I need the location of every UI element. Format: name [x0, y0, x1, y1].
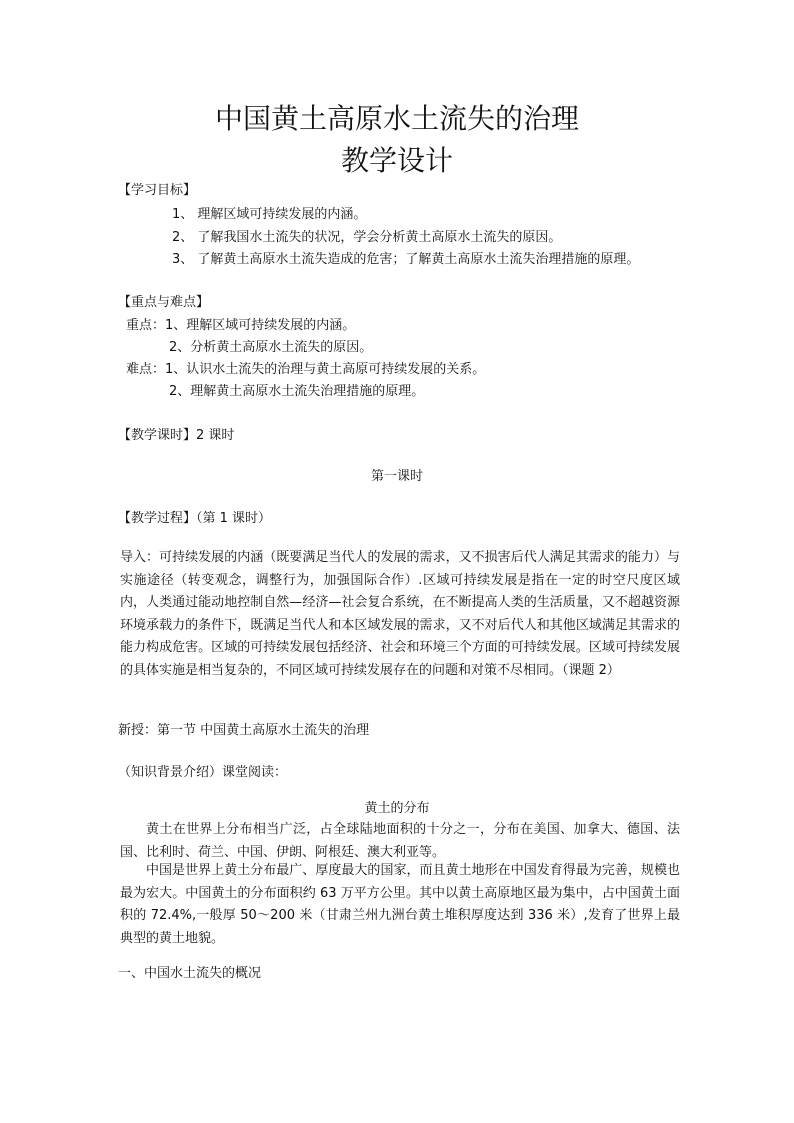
key-point-item: 2、分析黄土高原水土流失的原因。 [169, 340, 373, 355]
objectives-heading: 【学习目标】 [118, 183, 197, 198]
difficult-point-item: 2、理解黄土高原水土流失治理措施的原理。 [169, 384, 425, 399]
objective-item: 1、 理解区域可持续发展的内涵。 [172, 207, 367, 222]
reading-paragraph: 黄土在世界上分布相当广泛，占全球陆地面积的十分之一，分布在美国、加拿大、德国、法国、比利时、荷兰、中国、伊朗、阿根廷、澳大利亚等。 [120, 822, 680, 860]
process-heading: 【教学过程】（第 1 课时） [118, 511, 272, 526]
objective-item: 2、 了解我国水土流失的状况，学会分析黄土高原水土流失的原因。 [172, 230, 562, 245]
document-subtitle: 教学设计 [340, 144, 453, 177]
key-point-item: 重点：1、理解区域可持续发展的内涵。 [126, 318, 356, 333]
reading-intro: （知识背景介绍）课堂阅读： [118, 765, 288, 780]
new-lesson-line: 新授：第一节 中国黄土高原水土流失的治理 [118, 723, 370, 738]
reading-title: 黄土的分布 [364, 801, 430, 816]
difficult-point-item: 难点：1、认识水土流失的治理与黄土高原可持续发展的关系。 [126, 362, 486, 377]
document-title: 中国黄土高原水土流失的治理 [214, 102, 579, 135]
reading-paragraph: 中国是世界上黄土分布最广、厚度最大的国家，而且黄土地形在中国发育得最为完善，规模也最为宏大。中国黄土的分布面积约 63 万平方公里。其中以黄土高原地区最为集中，占中国黄土面积的 72.4%,一般厚 50～200 米（甘肃兰州九洲台黄土堆积厚度达到 336 米）,发育了世界上最典型的黄土地貌。 [120, 863, 680, 946]
intro-paragraph: 导入：可持续发展的内涵（既要满足当代人的发展的需求，又不损害后代人满足其需求的能力）与实施途径（转变观念，调整行为，加强国际合作）.区域可持续发展是指在一定的时空尺度区域内，人类通过能动地控制自然—经济—社会复合系统，在不断提高人类的生活质量，又不超越资源环境承载力的条件下，既满足当代人和本区域发展的需求，又不对后代人和其他区域满足其需求的能力构成危害。区域的可持续发展包括经济、社会和环境三个方面的可持续发展。区域可持续发展的具体实施是相当复杂的，不同区域可持续发展存在的问题和对策不尽相同。（课题 2） [120, 550, 680, 678]
objective-item: 3、 了解黄土高原水土流失造成的危害；了解黄土高原水土流失治理措施的原理。 [172, 252, 640, 267]
key-points-heading: 【重点与难点】 [118, 295, 210, 310]
teaching-hours: 【教学课时】2 课时 [118, 428, 235, 443]
lesson-title: 第一课时 [370, 469, 423, 484]
section-heading: 一、中国水土流失的概况 [118, 966, 262, 981]
